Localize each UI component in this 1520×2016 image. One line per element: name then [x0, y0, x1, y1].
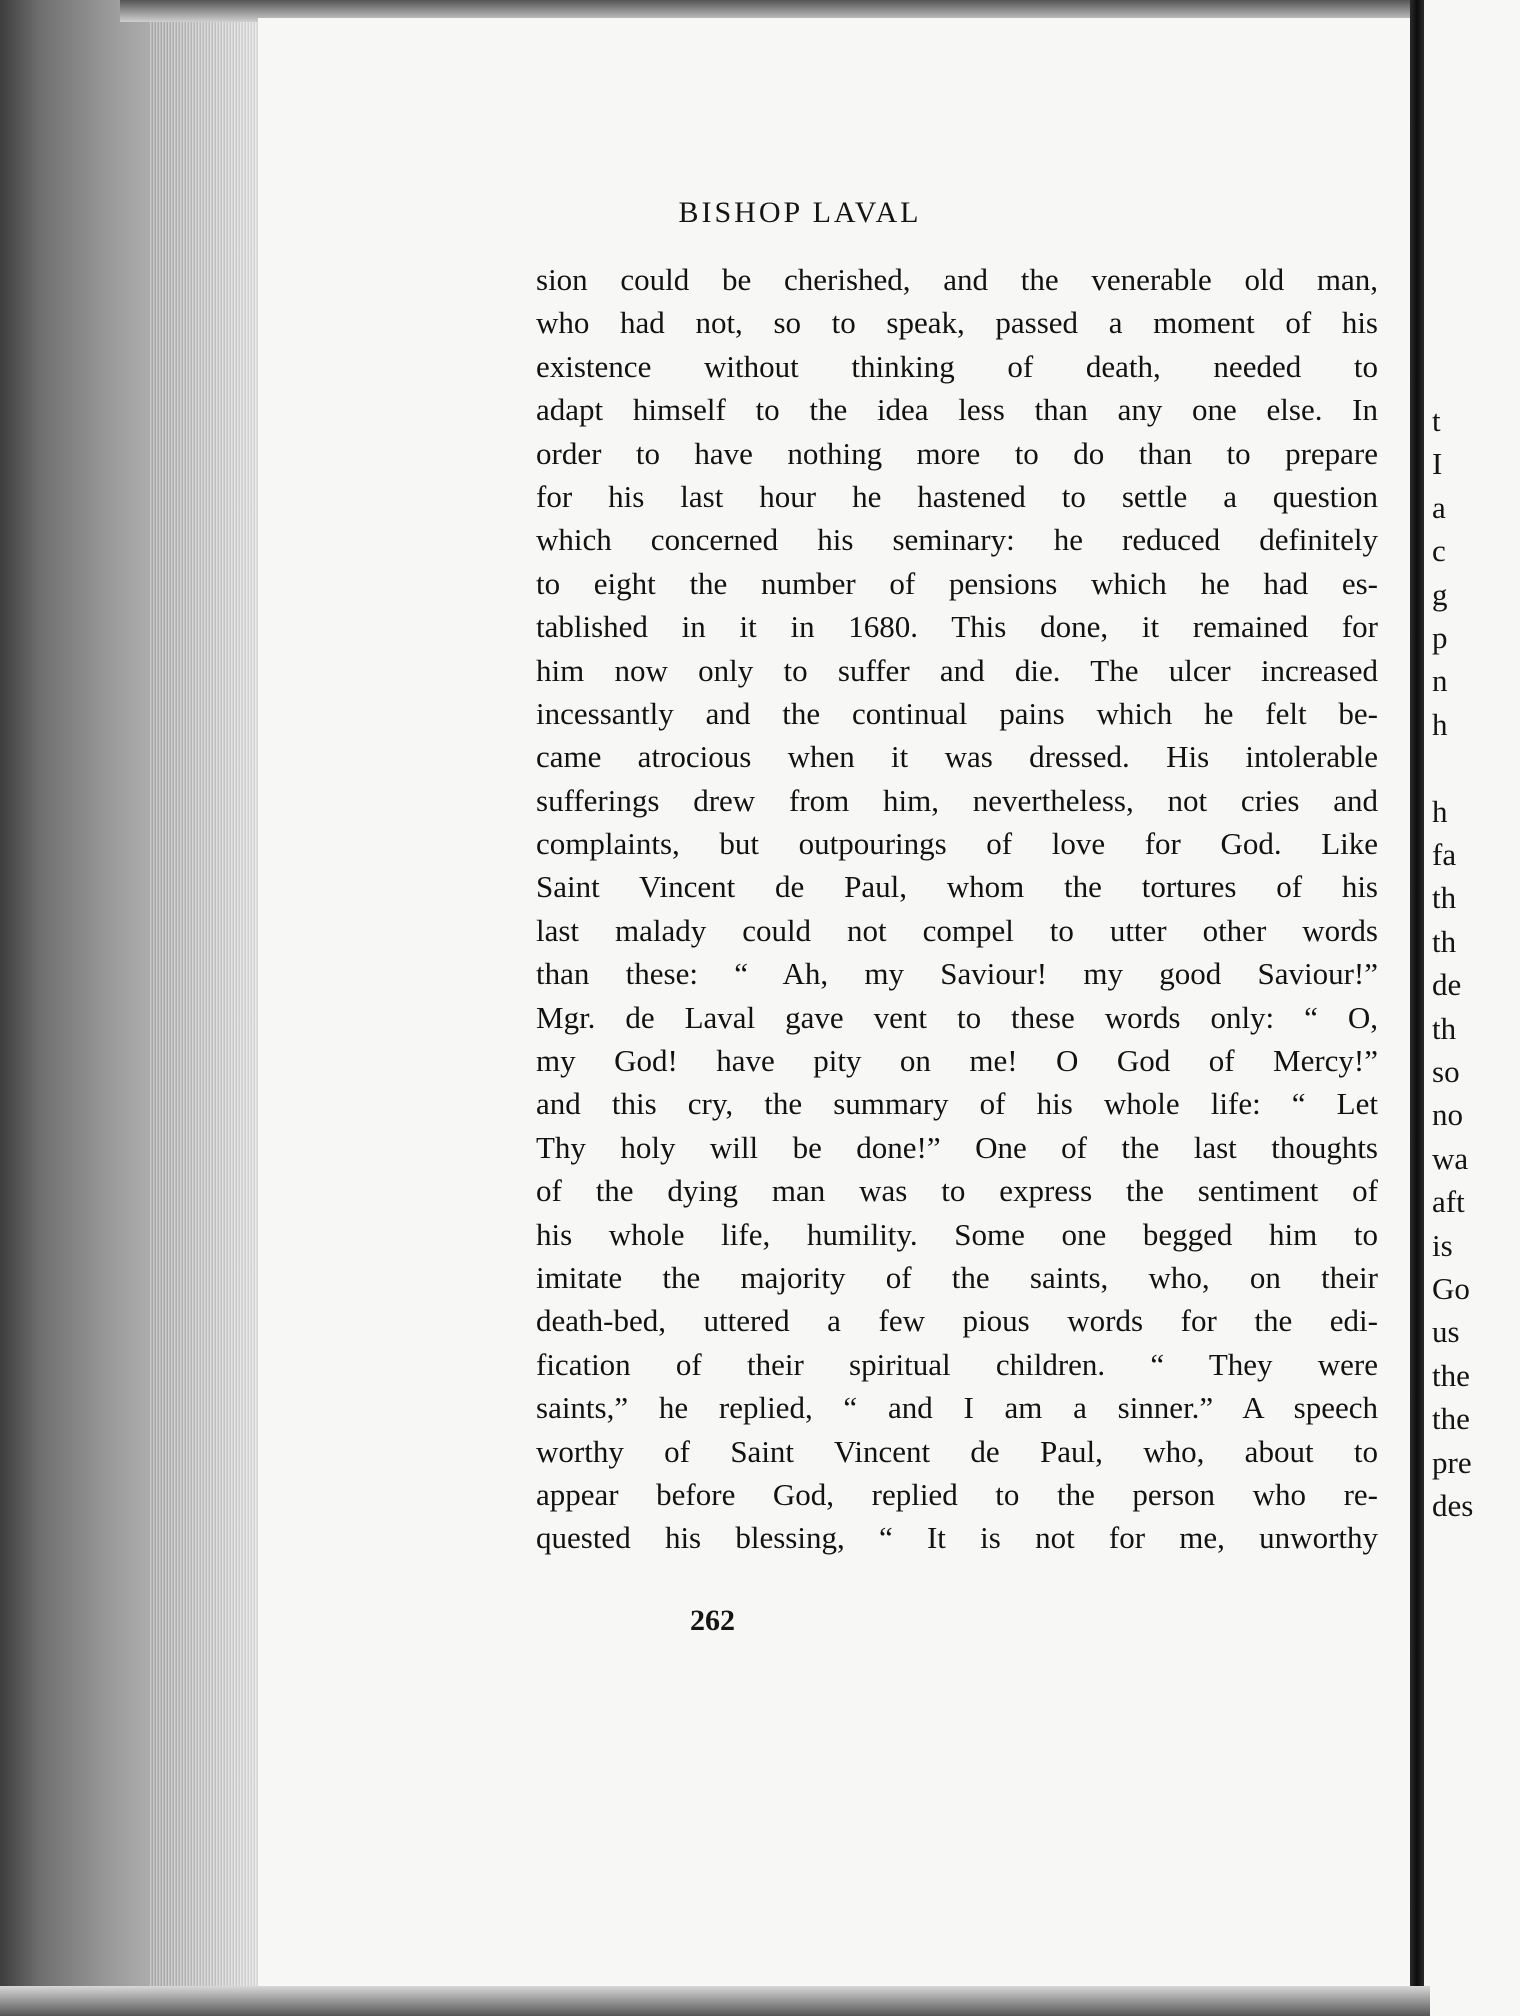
bottom-shadow [0, 1986, 1430, 2016]
facing-text-fragment: n [1432, 663, 1448, 699]
running-head: BISHOP LAVAL [678, 196, 922, 229]
text-line: sion could be cherished, and the venerable old man, [536, 262, 1378, 297]
facing-text-fragment: t [1432, 403, 1441, 438]
facing-text-fragment: h [1432, 793, 1448, 829]
facing-text-fragment: Go [1432, 1271, 1470, 1306]
text-line: worthy of Saint Vincent de Paul, who, about to [536, 1433, 1378, 1469]
text-line: saints,” he replied, “ and I am a sinner.” A speech [536, 1390, 1378, 1426]
text-line: incessantly and the continual pains which he felt be- [536, 695, 1378, 731]
page-stack-lines [150, 0, 268, 2016]
text-line: adapt himself to the idea less than any one else. In [536, 392, 1378, 428]
text-line: to eight the number of pensions which he had es- [536, 565, 1378, 601]
text-line: Saint Vincent de Paul, whom the tortures of his [536, 869, 1378, 905]
facing-text-fragment: th [1432, 880, 1457, 916]
text-line: Mgr. de Laval gave vent to these words only: “ O, [536, 999, 1378, 1035]
facing-text-fragment: so [1432, 1054, 1460, 1089]
text-line: sufferings drew from him, nevertheless, not cries and [536, 782, 1378, 818]
text-line: existence without thinking of death, needed to [536, 348, 1378, 384]
facing-text-fragment: h [1432, 706, 1448, 742]
facing-text-fragment: c [1432, 533, 1446, 569]
body-text [536, 258, 1378, 1560]
text-line: and this cry, the summary of his whole life: “ Let [536, 1086, 1378, 1122]
text-line: his whole life, humility. Some one begged him to [536, 1216, 1378, 1252]
facing-text-fragment: fa [1432, 837, 1457, 872]
text-line: last malady could not compel to utter other words [536, 912, 1378, 948]
text-line: my God! have pity on me! O God of Mercy!” [536, 1043, 1378, 1079]
text-line: for his last hour he hastened to settle a question [536, 478, 1378, 514]
facing-text-fragment: is [1432, 1227, 1453, 1263]
page-number: 262 [690, 1604, 735, 1637]
text-line: Thy holy will be done!” One of the last thoughts [536, 1129, 1378, 1165]
text-line: quested his blessing, “ It is not for me, unworthy [536, 1520, 1378, 1556]
facing-text-fragment: the [1432, 1401, 1470, 1437]
text-line: came atrocious when it was dressed. His intolerable [536, 739, 1378, 775]
text-line: death-bed, uttered a few pious words for the edi- [536, 1303, 1378, 1339]
facing-page [1424, 0, 1520, 2016]
text-line: him now only to suffer and die. The ulcer increased [536, 652, 1378, 688]
facing-text-fragment: p [1432, 620, 1448, 655]
facing-text-fragment: no [1432, 1097, 1463, 1133]
facing-text-fragment: the [1432, 1357, 1470, 1393]
text-line: of the dying man was to express the sentiment of [536, 1173, 1378, 1209]
facing-text-fragment: I [1432, 446, 1443, 482]
facing-text-fragment: a [1432, 489, 1446, 525]
facing-text-fragment: wa [1432, 1140, 1469, 1176]
text-line: order to have nothing more to do than to prepare [536, 435, 1378, 471]
text-line: which concerned his seminary: he reduced definitely [536, 522, 1378, 558]
text-line: who had not, so to speak, passed a moment of his [536, 305, 1378, 341]
text-line: appear before God, replied to the person who re- [536, 1476, 1378, 1512]
facing-text-fragment: de [1432, 967, 1462, 1003]
facing-text-fragment: des [1432, 1488, 1474, 1523]
text-line: than these: “ Ah, my Saviour! my good Saviour!” [536, 956, 1378, 992]
facing-text-fragment: pre [1432, 1444, 1472, 1480]
facing-text-fragment: aft [1432, 1184, 1465, 1220]
text-line: complaints, but outpourings of love for God. Like [536, 826, 1378, 862]
facing-text-fragment: th [1432, 1010, 1457, 1046]
text-line: tablished in it in 1680. This done, it remained for [536, 609, 1378, 645]
facing-text-fragment: g [1432, 576, 1448, 612]
text-line: imitate the majority of the saints, who, on their [536, 1259, 1378, 1295]
book-gutter [1410, 0, 1424, 2016]
facing-text-fragment: us [1432, 1314, 1460, 1350]
facing-text-fragment: th [1432, 923, 1457, 959]
text-line: fication of their spiritual children. “ They were [536, 1346, 1378, 1382]
